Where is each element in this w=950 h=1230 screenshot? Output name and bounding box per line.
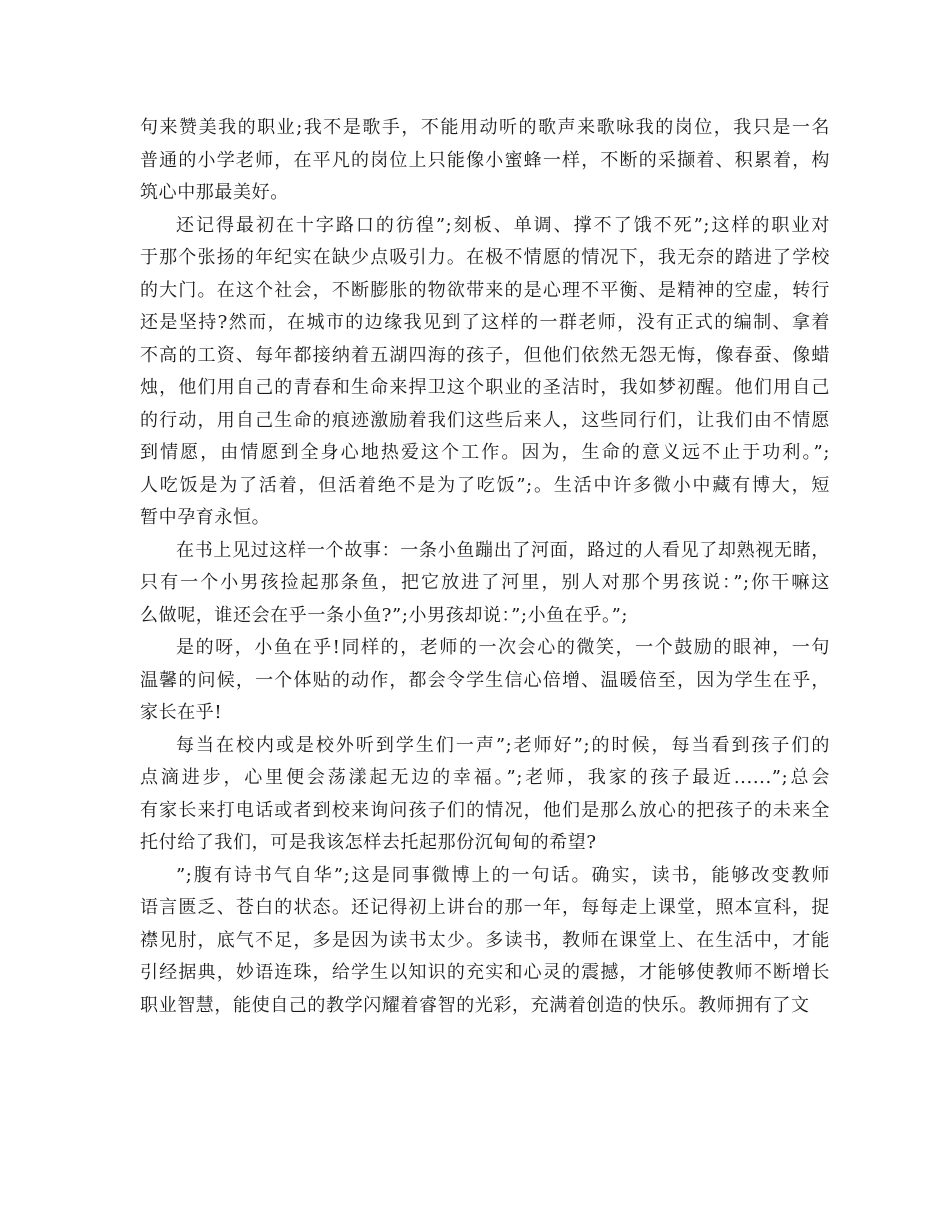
text-line: 在书上见过这样一个故事：一条小鱼蹦出了河面，路过的人看见了却熟视无睹， <box>176 539 830 561</box>
text-line: 点滴进步，心里便会荡漾起无边的幸福。”;老师，我家的孩子最近......”;总会 <box>140 767 830 788</box>
text-line: 普通的小学老师，在平凡的岗位上只能像小蜜蜂一样，不断的采撷着、积累着，构 <box>140 149 830 171</box>
text-line: 引经据典，妙语连珠，给学生以知识的充实和心灵的震撼，才能够使教师不断增长 <box>140 962 830 983</box>
text-line: 不高的工资、每年都接纳着五湖四海的孩子，但他们依然无怨无悔，像春蚕、像蜡 <box>140 344 830 366</box>
text-line: 是的呀，小鱼在乎!同样的，老师的一次会心的微笑，一个鼓励的眼神，一句 <box>176 637 830 658</box>
text-line: 职业智慧，能使自己的教学闪耀着睿智的光彩，充满着创造的快乐。教师拥有了文 <box>140 994 810 1016</box>
text-line: ”;腹有诗书气自华”;这是同事微博上的一句话。确实，读书，能够改变教师 <box>176 864 830 886</box>
text-line: 每当在校内或是校外听到学生们一声”;老师好”;的时候，每当看到孩子们的 <box>176 734 830 756</box>
text-line: 只有一个小男孩捡起那条鱼，把它放进了河里，别人对那个男孩说：”;你干嘛这 <box>140 572 830 593</box>
paragraph <box>140 730 830 860</box>
paragraph <box>140 632 830 730</box>
text-line: 到情愿，由情愿到全身心地热爱这个工作。因为，生命的意义远不止于功利。”; <box>140 442 830 463</box>
text-line: 托付给了我们，可是我该怎样去托起那份沉甸甸的希望? <box>140 832 597 853</box>
text-line: 语言匮乏、苍白的状态。还记得初上讲台的那一年，每每走上课堂，照本宣科，捉 <box>140 897 830 918</box>
text-line: 家长在乎! <box>140 702 223 723</box>
text-line: 烛，他们用自己的青春和生命来捍卫这个职业的圣洁时，我如梦初醒。他们用自己 <box>140 377 830 398</box>
text-line: 还是坚持?然而，在城市的边缘我见到了这样的一群老师，没有正式的编制、拿着 <box>140 312 830 333</box>
text-line: 有家长来打电话或者到校来询问孩子们的情况，他们是那么放心的把孩子的未来全 <box>140 799 830 821</box>
text-line: 的行动，用自己生命的痕迹激励着我们这些后来人，这些同行们，让我们由不情愿 <box>140 409 830 431</box>
text-line: 温馨的问候，一个体贴的动作，都会令学生信心倍增、温暖倍至，因为学生在乎， <box>140 669 830 691</box>
text-line: 句来赞美我的职业;我不是歌手，不能用动听的歌声来歌咏我的岗位，我只是一名 <box>140 117 830 138</box>
text-line: 襟见肘，底气不足，多是因为读书太少。多读书，教师在课堂上、在生活中，才能 <box>140 929 830 951</box>
text-line: 于那个张扬的年纪实在缺少点吸引力。在极不情愿的情况下，我无奈的踏进了学校 <box>140 247 830 268</box>
document-body <box>140 112 830 1022</box>
text-line: 暂中孕育永恒。 <box>140 507 271 528</box>
paragraph <box>140 860 830 1023</box>
paragraph <box>140 112 830 210</box>
text-line: 还记得最初在十字路口的彷徨”;刻板、单调、撑不了饿不死”;这样的职业对 <box>176 214 830 236</box>
text-line: 人吃饭是为了活着，但活着绝不是为了吃饭”;。生活中许多微小中藏有博大，短 <box>140 474 830 496</box>
text-line: 么做呢，谁还会在乎一条小鱼?”;小男孩却说：”;小鱼在乎。”; <box>140 604 629 626</box>
text-line: 的大门。在这个社会，不断膨胀的物欲带来的是心理不平衡、是精神的空虚，转行 <box>140 279 830 301</box>
paragraph <box>140 535 830 633</box>
text-line: 筑心中那最美好。 <box>140 182 289 203</box>
paragraph <box>140 210 830 535</box>
